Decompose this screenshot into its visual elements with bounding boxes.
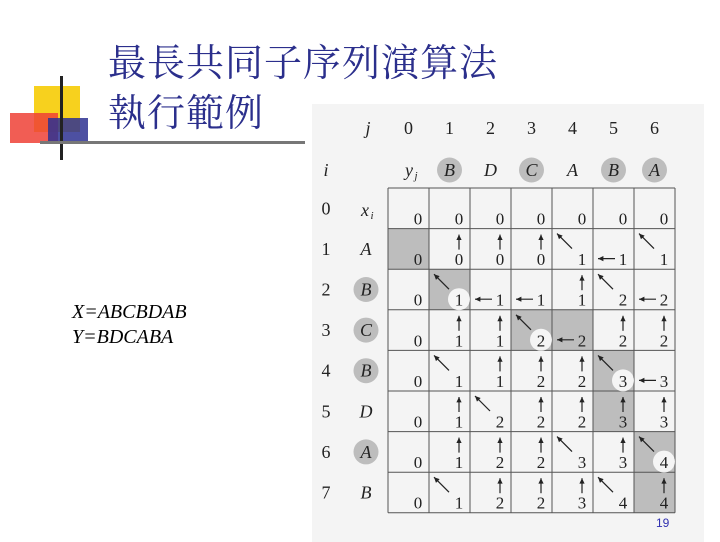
cell-value: 3: [577, 493, 587, 513]
cell-value: 4: [659, 453, 669, 473]
cell-value: 0: [413, 493, 423, 513]
cell-value: 0: [454, 250, 464, 270]
cell-value: 4: [659, 493, 669, 513]
cell-value: 0: [659, 209, 669, 229]
y-char: B: [444, 160, 455, 180]
cell-value: 1: [454, 331, 464, 351]
cell-value: 2: [495, 412, 505, 432]
cell-value: 2: [577, 371, 587, 391]
cell-value: 1: [495, 290, 505, 310]
cell-value: 2: [495, 493, 505, 513]
cell-value: 1: [454, 453, 464, 473]
cell-value: 3: [577, 453, 587, 473]
cell-value: 0: [413, 250, 423, 270]
cell-value: 2: [495, 453, 505, 473]
cell-value: 1: [495, 371, 505, 391]
cell-value: 0: [536, 209, 546, 229]
i-index: 3: [321, 320, 331, 341]
j-index: 3: [527, 118, 536, 138]
x-char: B: [360, 482, 372, 503]
x-char: C: [359, 320, 373, 341]
cell-value: 0: [413, 453, 423, 473]
shaded-cell: [552, 310, 593, 351]
cell-value: 0: [536, 250, 546, 270]
cell-value: 2: [659, 290, 669, 310]
y-char: C: [525, 160, 538, 180]
i-index: 1: [321, 238, 331, 259]
j-index: 2: [486, 118, 495, 138]
cell-value: 1: [577, 290, 587, 310]
title-line-1: 最長共同子序列演算法: [108, 41, 499, 85]
cell-value: 2: [577, 331, 587, 351]
cell-value: 3: [618, 412, 628, 432]
cell-value: 1: [495, 331, 505, 351]
cell-value: 0: [413, 371, 423, 391]
i-index: 4: [321, 360, 331, 381]
cell-value: 0: [413, 290, 423, 310]
cell-value: 0: [577, 209, 587, 229]
title-line-2: 執行範例: [108, 91, 265, 135]
cell-value: 2: [577, 412, 587, 432]
y-char: B: [608, 160, 619, 180]
cell-value: 1: [454, 290, 464, 310]
cell-value: 2: [659, 331, 669, 351]
xi-label: x: [361, 200, 369, 220]
cell-value: 3: [618, 371, 628, 391]
cell-value: 2: [618, 331, 628, 351]
cell-value: 1: [659, 250, 669, 270]
page-number: 19: [656, 516, 670, 530]
shaded-cell: [593, 391, 634, 432]
i-index: 6: [321, 441, 331, 462]
cell-value: 1: [577, 250, 587, 270]
i-index: 0: [321, 198, 331, 219]
cell-value: 0: [495, 209, 505, 229]
i-index: 7: [321, 482, 331, 503]
j-index: 0: [404, 118, 413, 138]
cell-value: 3: [618, 453, 628, 473]
cell-value: 2: [536, 453, 546, 473]
yj-label: y: [405, 160, 413, 180]
cell-value: 2: [536, 412, 546, 432]
cell-value: 1: [536, 290, 546, 310]
xi-sub: i: [370, 210, 374, 222]
j-label: j: [365, 118, 371, 138]
cell-value: 0: [413, 412, 423, 432]
cell-value: 2: [536, 493, 546, 513]
sequence-definitions: [72, 300, 187, 350]
cell-value: 3: [659, 371, 669, 391]
cell-value: 3: [659, 412, 669, 432]
cell-value: 4: [618, 493, 628, 513]
x-char: A: [360, 238, 372, 259]
cell-value: 2: [536, 371, 546, 391]
x-char: B: [360, 279, 372, 300]
cell-value: 2: [536, 331, 546, 351]
cell-value: 1: [454, 493, 464, 513]
shaded-cell: [634, 472, 675, 513]
cell-value: 1: [454, 412, 464, 432]
i-label: i: [323, 160, 329, 180]
j-index: 4: [568, 118, 577, 138]
y-char: A: [567, 160, 578, 180]
i-index: 5: [321, 401, 331, 422]
sequence-x: X=ABCBDAB: [72, 301, 187, 323]
x-char: D: [359, 401, 373, 422]
title-underline: [40, 141, 305, 144]
x-char: B: [360, 360, 372, 381]
cell-value: 1: [454, 371, 464, 391]
deco-vertical-line: [60, 76, 63, 160]
cell-value: 0: [618, 209, 628, 229]
shaded-cell: [388, 229, 429, 270]
j-index: 5: [609, 118, 618, 138]
cell-value: 0: [495, 250, 505, 270]
x-char: A: [360, 441, 372, 462]
cell-value: 0: [413, 331, 423, 351]
cell-value: 1: [618, 250, 628, 270]
yj-sub: j: [414, 170, 418, 182]
lcs-table-figure: [312, 104, 704, 542]
j-index: 1: [445, 118, 454, 138]
j-index: 6: [650, 118, 659, 138]
lcs-table: [312, 104, 704, 542]
sequence-y: Y=BDCABA: [72, 326, 174, 348]
i-index: 2: [321, 279, 331, 300]
cell-value: 0: [454, 209, 464, 229]
cell-value: 2: [618, 290, 628, 310]
y-char: A: [649, 160, 660, 180]
cell-value: 0: [413, 209, 423, 229]
y-char: D: [484, 160, 497, 180]
